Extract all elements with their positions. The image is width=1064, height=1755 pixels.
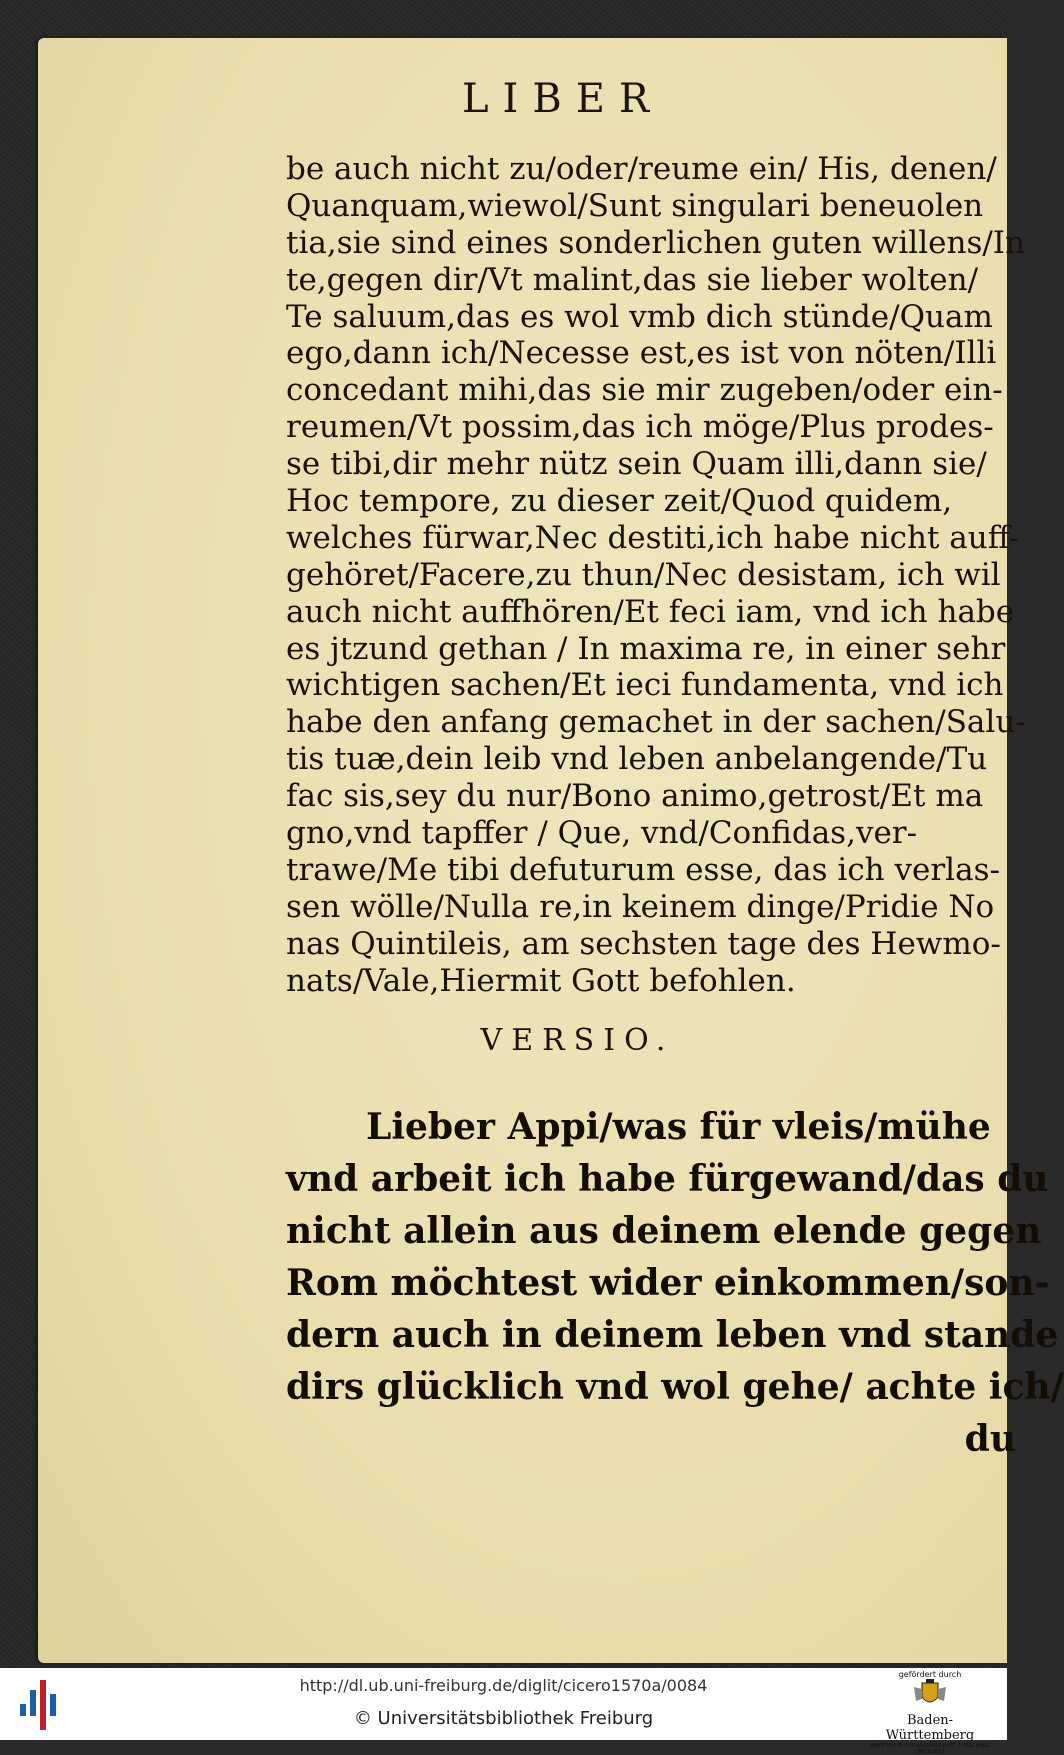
- text-line: auch nicht auffhören/Et feci iam, vnd ich habe: [286, 593, 1015, 630]
- text-line: habe den anfang gemachet in der sachen/Salu-: [286, 704, 1026, 741]
- text-line: se tibi,dir mehr nütz sein Quam illi,dann sie/: [286, 446, 987, 483]
- copyright-notice: © Universitätsbibliothek Freiburg: [353, 1708, 654, 1729]
- catchword: du: [964, 1418, 1016, 1460]
- text-line: te,gegen dir/Vt malint,das sie lieber wolten/: [286, 261, 979, 298]
- translation-line: dirs glücklich vnd wol gehe/ achte ich/: [286, 1366, 1064, 1408]
- translation-line: Rom möchtest wider einkommen/son-: [286, 1262, 1050, 1304]
- text-line: tis tuæ,dein leib vnd leben anbelangende/Tu: [286, 741, 988, 778]
- text-line: gehöret/Facere,zu thun/Nec desistam, ich wil: [286, 556, 1001, 593]
- text-line: Hoc tempore, zu dieser zeit/Quod quidem,: [286, 483, 953, 520]
- document-url[interactable]: http://dl.ub.uni-freiburg.de/diglit/cicero1570a/0084: [299, 1676, 708, 1695]
- text-line: be auch nicht zu/oder/reume ein/ His, denen/: [286, 151, 997, 187]
- state-coat-of-arms-icon: [910, 1679, 950, 1709]
- text-line: sen wölle/Nulla re,in keinem dinge/Pridie No: [286, 888, 995, 925]
- viewer-footer: [0, 1668, 1007, 1755]
- translation-line: Lieber Appi/was für vleis/mühe: [366, 1106, 991, 1148]
- text-line: concedant mihi,das sie mir zugeben/oder ein-: [286, 372, 1003, 409]
- sponsor-name: Baden-Württemberg: [885, 1713, 975, 1743]
- text-line: trawe/Me tibi defuturum esse, das ich verlas-: [286, 851, 1000, 888]
- running-head: LIBER: [461, 76, 664, 122]
- text-line: nats/Vale,Hiermit Gott befohlen.: [286, 962, 796, 999]
- translation-line: dern auch in deinem leben vnd stande: [286, 1314, 1059, 1356]
- text-line: reumen/Vt possim,das ich möge/Plus prodes-: [286, 409, 994, 446]
- text-line: Te saluum,das es wol vmb dich stünde/Quam: [286, 298, 993, 335]
- text-line: fac sis,sey du nur/Bono animo,getrost/Et ma: [286, 778, 984, 815]
- text-line: nas Quintileis, am sechsten tage des Hewmo-: [286, 925, 1001, 962]
- translation-line: vnd arbeit ich habe fürgewand/das du: [286, 1158, 1049, 1200]
- text-line: welches fürwar,Nec destiti,ich habe nicht auff-: [286, 519, 1020, 556]
- text-line: Quanquam,wiewol/Sunt singulari beneuolen: [286, 187, 984, 224]
- translation-text: [286, 1101, 1064, 1465]
- text-line: tia,sie sind eines sonderlichen guten willens/In: [286, 224, 1026, 261]
- translation-line: nicht allein aus deinem elende gegen: [286, 1210, 1042, 1252]
- sponsor-prefix: gefördert durch: [898, 1670, 962, 1679]
- book-page: [38, 38, 1064, 1663]
- latin-gloss-text: [286, 151, 1026, 999]
- section-heading-versio: VERSIO.: [480, 1023, 675, 1058]
- text-line: wichtigen sachen/Et ieci fundamenta, vnd ich: [286, 667, 1004, 704]
- text-line: es jtzund gethan / In maxima re, in einer sehr: [286, 630, 1006, 667]
- sponsor-block: [865, 1670, 995, 1755]
- text-line: ego,dann ich/Necesse est,es ist von nöten/Illi: [286, 335, 997, 372]
- text-line: gno,vnd tapffer / Que, vnd/Confidas,ver-: [286, 815, 918, 852]
- sponsor-ministry: MINISTERIUM FÜR WISSENSCHAFT, FORSCHUNG UND KUNST: [869, 1743, 991, 1755]
